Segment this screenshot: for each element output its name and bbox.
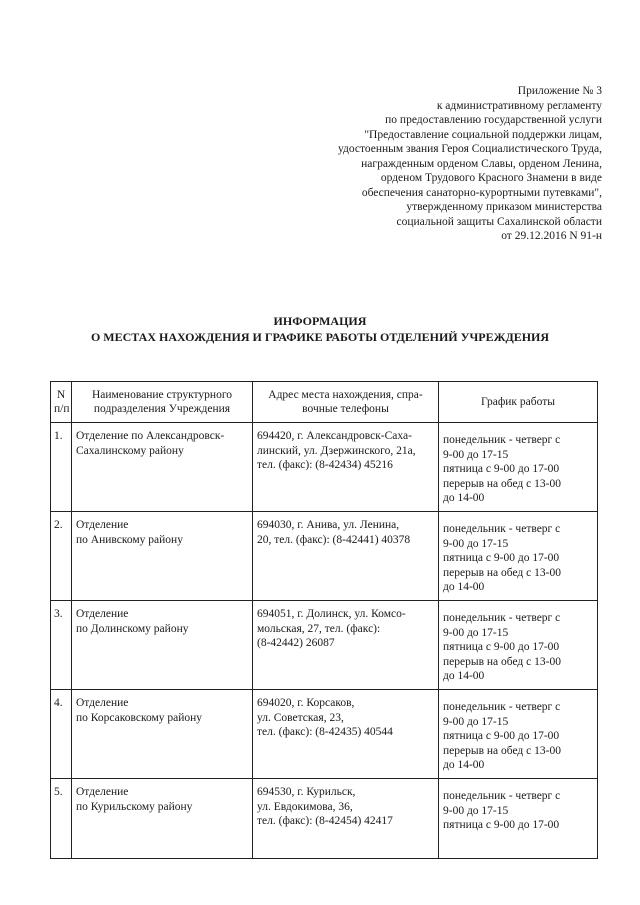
table-row	[51, 512, 598, 601]
header-name: Наименование структурного подразделения Учреждения	[72, 382, 253, 423]
appendix-line: награжденным орденом Славы, орденом Ленина,	[361, 157, 602, 170]
table-row	[51, 423, 598, 512]
row-address: 694051, г. Долинск, ул. Комсо- мольская, 27, тел. (факс): (8-42442) 26087	[253, 601, 439, 690]
appendix-line: удостоенным звания Героя Социалистического Труда,	[337, 143, 602, 155]
row-schedule: понедельник - четверг с 9-00 до 17-15 пятница с 9-00 до 17-00 перерыв на обед с 13-00 до 14-00	[439, 690, 598, 779]
appendix-header	[222, 84, 602, 244]
appendix-line: орденом Трудового Красного Знамени в виде	[380, 172, 602, 184]
document-title	[0, 313, 640, 345]
row-address: 694530, г. Курильск, ул. Евдокимова, 36, тел. (факс): (8-42454) 42417	[253, 779, 439, 859]
appendix-line: социальной защиты Сахалинской области	[396, 215, 602, 228]
appendix-line: обеспечения санаторно-курортными путевками",	[361, 186, 602, 199]
branches-table	[50, 381, 598, 859]
header-address: Адрес места нахождения, спра- вочные телефоны	[253, 382, 439, 423]
row-schedule: понедельник - четверг с 9-00 до 17-15 пятница с 9-00 до 17-00 перерыв на обед с 13-00 до 14-00	[439, 423, 598, 512]
appendix-line: по предоставлению государственной услуги	[385, 114, 602, 126]
header-number: N п/п	[51, 382, 72, 423]
title-line-1: ИНФОРМАЦИЯ	[273, 314, 367, 328]
title-line-2: О МЕСТАХ НАХОЖДЕНИЯ И ГРАФИКЕ РАБОТЫ ОТДЕЛЕНИЙ УЧРЕЖДЕНИЯ	[90, 330, 550, 344]
row-name: Отделение по Корсаковскому району	[72, 690, 253, 779]
row-schedule: понедельник - четверг с 9-00 до 17-15 пятница с 9-00 до 17-00	[439, 779, 598, 859]
header-schedule: График работы	[439, 382, 598, 423]
appendix-line: утвержденному приказом министерства	[406, 201, 602, 213]
row-name: Отделение по Александровск- Сахалинскому району	[72, 423, 253, 512]
appendix-line: "Предоставление социальной поддержки лицам,	[364, 128, 602, 141]
table-header-row	[51, 382, 598, 423]
table-row	[51, 779, 598, 859]
table-row	[51, 601, 598, 690]
row-address: 694420, г. Александровск-Саха- линский, ул. Дзержинского, 21а, тел. (факс): (8-42434) 45216	[253, 423, 439, 512]
appendix-line: к административному регламенту	[436, 99, 602, 112]
row-number: 5.	[51, 779, 72, 859]
row-address: 694020, г. Корсаков, ул. Советская, 23, тел. (факс): (8-42435) 40544	[253, 690, 439, 779]
row-number: 2.	[51, 512, 72, 601]
row-address: 694030, г. Анива, ул. Ленина, 20, тел. (факс): (8-42441) 40378	[253, 512, 439, 601]
row-name: Отделение по Долинскому району	[72, 601, 253, 690]
appendix-line: Приложение № 3	[517, 85, 602, 97]
row-number: 3.	[51, 601, 72, 690]
row-number: 1.	[51, 423, 72, 512]
row-name: Отделение по Анивскому району	[72, 512, 253, 601]
row-schedule: понедельник - четверг с 9-00 до 17-15 пятница с 9-00 до 17-00 перерыв на обед с 13-00 до 14-00	[439, 512, 598, 601]
table-row	[51, 690, 598, 779]
appendix-line: от 29.12.2016 N 91-н	[501, 230, 602, 242]
row-number: 4.	[51, 690, 72, 779]
row-name: Отделение по Курильскому району	[72, 779, 253, 859]
row-schedule: понедельник - четверг с 9-00 до 17-15 пятница с 9-00 до 17-00 перерыв на обед с 13-00 до 14-00	[439, 601, 598, 690]
